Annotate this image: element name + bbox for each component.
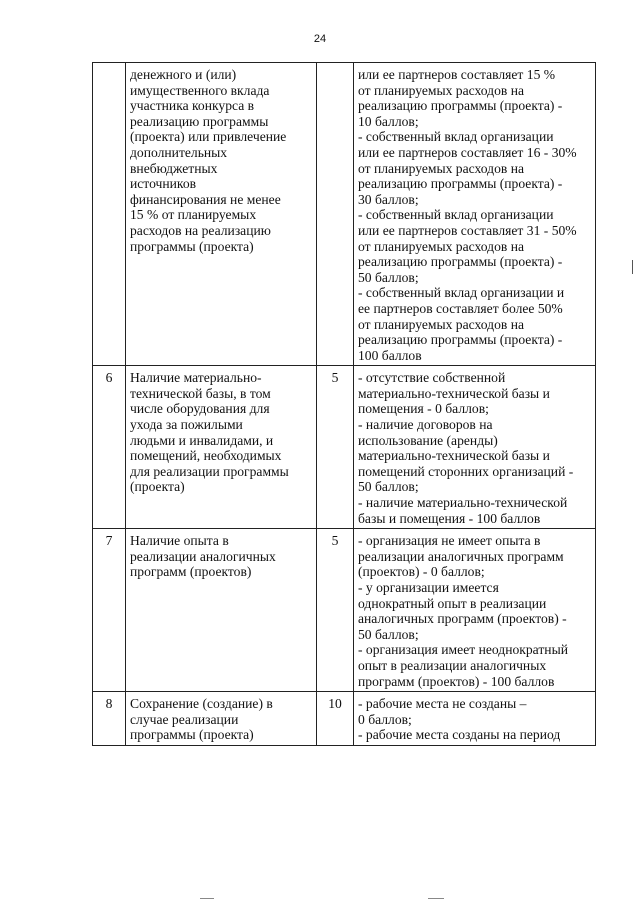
scoring-criteria-line: - организация не имеет опыта в (358, 533, 541, 549)
criteria-table (92, 62, 596, 746)
scoring-criteria-line: - организация имеет неоднократный (358, 642, 568, 658)
criterion-name-line: Наличие опыта в (130, 533, 229, 549)
scoring-criteria-line: - наличие материально-технической (358, 495, 568, 511)
scoring-criteria-line: реализацию программы (проекта) - (358, 98, 563, 114)
criterion-name-line: 15 % от планируемых (130, 207, 257, 223)
scoring-criteria (354, 529, 596, 692)
row-number: 6 (93, 366, 126, 529)
max-score (317, 63, 354, 366)
scoring-criteria-line: базы и помещения - 100 баллов (358, 510, 541, 526)
table-row (93, 63, 596, 366)
scoring-criteria-line: аналогичных программ (проектов) - (358, 611, 567, 627)
max-score: 5 (317, 366, 354, 529)
margin-mark (632, 260, 633, 274)
scoring-criteria-line: реализацию программы (проекта) - (358, 176, 563, 192)
scoring-criteria-line: - собственный вклад организации (358, 129, 554, 145)
scoring-criteria-line: материально-технической базы и (358, 385, 550, 401)
scoring-criteria-line: программ (проектов) - 100 баллов (358, 673, 555, 689)
scoring-criteria (354, 63, 596, 366)
scoring-criteria-line: ее партнеров составляет более 50% (358, 300, 563, 316)
criterion-name-line: участника конкурса в (130, 98, 255, 114)
criterion-name-line: программы (проекта) (130, 727, 254, 743)
criterion-name-line: финансирования не менее (130, 191, 281, 207)
scoring-criteria-line: реализацию программы (проекта) - (358, 332, 563, 348)
scoring-criteria-line: использование (аренды) (358, 432, 498, 448)
criterion-name-line: (проекта) или привлечение (130, 129, 287, 145)
scoring-criteria-line: - собственный вклад организации (358, 207, 554, 223)
criterion-name-line: числе оборудования для (130, 401, 270, 417)
criterion-name-line: внебюджетных (130, 160, 218, 176)
criterion-name-line: ухода за пожилыми (130, 417, 243, 433)
scoring-criteria-line: 50 баллов; (358, 269, 419, 285)
criterion-name-line: технической базы, в том (130, 385, 271, 401)
max-score: 5 (317, 529, 354, 692)
scoring-criteria-line: однократный опыт в реализации (358, 595, 547, 611)
table-row (93, 692, 596, 746)
scoring-criteria-line: - у организации имеется (358, 580, 499, 595)
scoring-criteria-line: или ее партнеров составляет 16 - 30% (358, 144, 577, 160)
scoring-criteria-line: реализации аналогичных программ (358, 548, 564, 564)
criterion-name (126, 692, 317, 746)
table-row (93, 366, 596, 529)
scoring-criteria-line: - наличие договоров на (358, 417, 493, 433)
criterion-name-line: случае реализации (130, 711, 239, 727)
scoring-criteria-line: - рабочие места созданы на период (358, 727, 561, 743)
criterion-name-line: Сохранение (создание) в (130, 696, 273, 712)
criterion-name-line: расходов на реализацию (130, 222, 271, 238)
criterion-name-line: реализации аналогичных (130, 548, 276, 564)
scoring-criteria-line: - отсутствие собственной (358, 370, 506, 386)
criterion-name-line: для реализации программы (130, 463, 289, 479)
scoring-criteria-line: материально-технической базы и (358, 448, 550, 464)
scoring-criteria-line: помещения - 0 баллов; (358, 401, 489, 417)
scoring-criteria-line: или ее партнеров составляет 15 % (358, 67, 556, 82)
scoring-criteria (354, 692, 596, 746)
criterion-name-line: помещений, необходимых (130, 448, 282, 464)
scoring-criteria-line: реализацию программы (проекта) - (358, 254, 563, 270)
scoring-criteria-line: от планируемых расходов на (358, 160, 525, 176)
criterion-name-line: реализацию программы (130, 113, 269, 129)
scoring-criteria-line: от планируемых расходов на (358, 238, 525, 254)
criterion-name-line: Наличие материально- (130, 370, 262, 386)
criterion-name-line: источников (130, 176, 197, 192)
row-number: 7 (93, 529, 126, 692)
scoring-criteria-line: 30 баллов; (358, 191, 419, 207)
scoring-criteria (354, 366, 596, 529)
scoring-criteria-line: от планируемых расходов на (358, 316, 525, 332)
scoring-criteria-line: 10 баллов; (358, 113, 419, 129)
criterion-name (126, 529, 317, 692)
page-number: 24 (313, 33, 327, 45)
criterion-name-line: программы (проекта) (130, 238, 254, 254)
criterion-name-line: программ (проектов) (130, 564, 252, 580)
scoring-criteria-line: от планируемых расходов на (358, 82, 525, 98)
criterion-name-line: денежного и (или) (130, 67, 237, 82)
criterion-name (126, 63, 317, 366)
criterion-name-line: имущественного вклада (130, 82, 270, 98)
scoring-criteria-line: или ее партнеров составляет 31 - 50% (358, 222, 577, 238)
scoring-criteria-line: - рабочие места не созданы – (358, 696, 527, 712)
scoring-criteria-line: 0 баллов; (358, 711, 412, 727)
criterion-name-line: людьми и инвалидами, и (130, 432, 274, 448)
table-row (93, 529, 596, 692)
footer-mark-right (428, 898, 444, 899)
scoring-criteria-line: - собственный вклад организации и (358, 285, 565, 301)
criterion-name (126, 366, 317, 529)
footer-mark-left (200, 898, 214, 899)
max-score: 10 (317, 692, 354, 746)
scoring-criteria-line: помещений сторонних организаций - (358, 463, 574, 479)
scoring-criteria-line: опыт в реализации аналогичных (358, 657, 547, 673)
scoring-criteria-line: 50 баллов; (358, 479, 419, 495)
scoring-criteria-line: 100 баллов (358, 347, 422, 363)
row-number: 8 (93, 692, 126, 746)
scoring-criteria-line: (проектов) - 0 баллов; (358, 564, 485, 580)
criteria-table-body (93, 63, 596, 746)
scoring-criteria-line: 50 баллов; (358, 626, 419, 642)
criterion-name-line: дополнительных (130, 144, 228, 160)
row-number (93, 63, 126, 366)
criterion-name-line: (проекта) (130, 479, 185, 495)
